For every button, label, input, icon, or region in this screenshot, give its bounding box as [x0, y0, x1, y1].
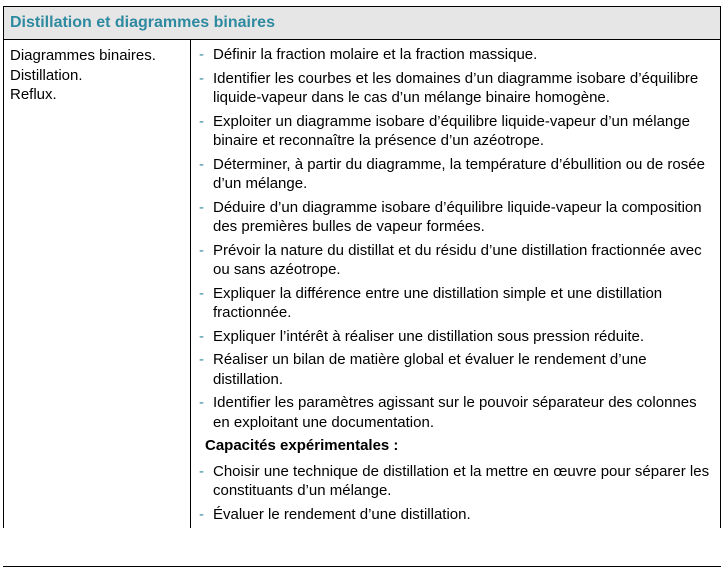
capacity-item [199, 284, 714, 323]
experimental-item [199, 462, 714, 501]
list-dash: - [199, 327, 204, 345]
capacity-text: Déterminer, à partir du diagramme, la température d’ébullition ou de rosée d’un mélange. [213, 155, 705, 192]
capacity-item [199, 112, 714, 151]
capacities-column [191, 40, 720, 528]
list-dash: - [199, 198, 204, 216]
notion-item: Diagrammes binaires. [10, 47, 156, 64]
capacity-item [199, 327, 714, 347]
table-bottom-border [3, 566, 721, 567]
section-title: Distillation et diagrammes binaires [10, 14, 275, 31]
table-header [4, 7, 720, 40]
capacity-text: Identifier les courbes et les domaines d’un diagramme isobare d’équilibre liquide-vapeur dans le cas d’un mélange binaire homogène. [213, 69, 699, 106]
capacity-item [199, 241, 714, 280]
experimental-item [199, 505, 714, 525]
table-body [4, 40, 720, 528]
capacity-text: Prévoir la nature du distillat et du résidu d’une distillation fractionnée avec ou sans azéotrope. [213, 241, 702, 278]
notion-item: Distillation. [10, 66, 83, 84]
capacity-text: Déduire d’un diagramme isobare d’équilibre liquide-vapeur la composition des premières bulles de vapeur formées. [213, 198, 702, 235]
capacity-item [199, 393, 714, 432]
capacity-item [199, 155, 714, 194]
notions-column [4, 40, 191, 528]
notion-item: Reflux. [10, 86, 57, 103]
capacity-item [199, 198, 714, 237]
list-dash: - [199, 46, 204, 63]
list-dash: - [199, 241, 204, 259]
capacity-text: Identifier les paramètres agissant sur le pouvoir séparateur des colonnes en exploitant une documentation. [213, 394, 697, 431]
experimental-text: Évaluer le rendement d’une distillation. [213, 505, 471, 523]
program-table [3, 6, 721, 528]
list-dash: - [199, 155, 204, 173]
capacity-text: Définir la fraction molaire et la fraction massique. [213, 46, 538, 63]
capacity-item [199, 69, 714, 108]
list-dash: - [199, 284, 204, 302]
capacity-text: Expliquer l’intérêt à réaliser une distillation sous pression réduite. [213, 327, 645, 345]
list-dash: - [199, 112, 204, 130]
capacity-text: Réaliser un bilan de matière global et évaluer le rendement d’une distillation. [213, 351, 647, 388]
list-dash: - [199, 351, 204, 368]
experimental-text: Choisir une technique de distillation et la mettre en œuvre pour séparer les constituants d’un mélange. [213, 462, 710, 499]
list-dash: - [199, 394, 204, 411]
capacity-item [199, 350, 714, 389]
experimental-subheading: Capacités expérimentales : [205, 437, 399, 454]
capacity-text: Exploiter un diagramme isobare d’équilibre liquide-vapeur d’un mélange binaire et reconnaître la présence d’un azéotrope. [213, 112, 690, 149]
list-dash: - [199, 69, 204, 87]
capacity-item [199, 45, 714, 65]
list-dash: - [199, 462, 204, 480]
list-dash: - [199, 505, 204, 523]
capacity-text: Expliquer la différence entre une distillation simple et une distillation fractionnée. [213, 284, 663, 321]
